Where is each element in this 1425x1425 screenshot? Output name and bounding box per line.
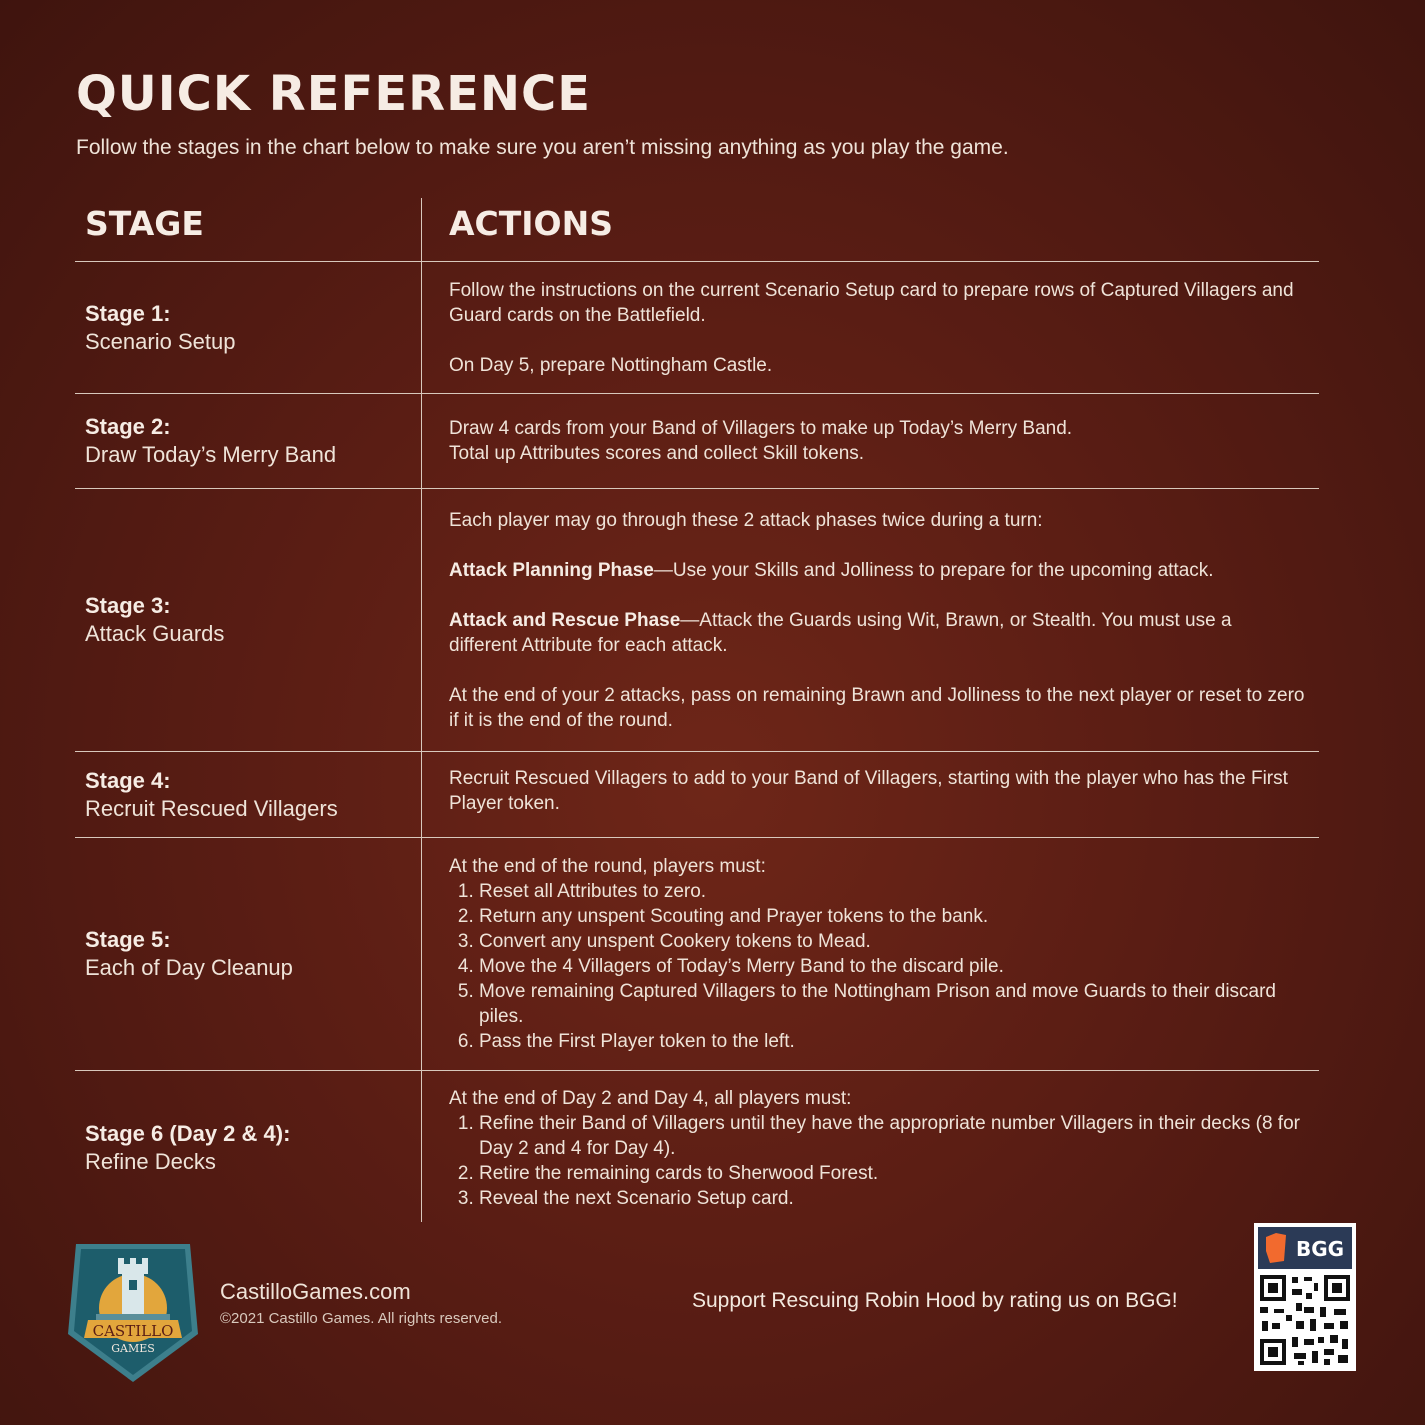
action-text: Total up Attributes scores and collect Skill tokens. xyxy=(449,443,865,464)
stage-label: Stage 6 (Day 2 & 4): xyxy=(85,1121,291,1146)
action-text: Follow the instructions on the current Scenario Setup card to prepare rows of Captured Villagers and Guard cards on the Battlefield. xyxy=(449,279,1294,326)
stage-cell xyxy=(85,262,415,393)
stage-name: Refine Decks xyxy=(85,1149,216,1174)
stage-label: Stage 1: xyxy=(85,300,171,326)
list-item: 1. Refine their Band of Villagers until they have the appropriate number Villagers in their decks (8 for Day 2 and 4 for Day 4). xyxy=(479,1111,1305,1161)
table-row-stage-6 xyxy=(75,1071,1319,1225)
attack-planning-text xyxy=(449,558,1305,583)
qr-code-icon[interactable] xyxy=(1254,1223,1356,1371)
stage-column-header: STAGE xyxy=(85,204,204,243)
stage-label: Stage 5: xyxy=(85,927,171,952)
stage-cell xyxy=(85,838,415,1070)
phase-text: —Use your Skills and Jolliness to prepare for the upcoming attack. xyxy=(653,559,1214,581)
table-row-stage-5 xyxy=(75,838,1319,1071)
stage-cell xyxy=(85,752,415,837)
stage-cell xyxy=(85,489,415,751)
list-item: 2. Return any unspent Scouting and Prayer tokens to the bank. xyxy=(479,904,1305,929)
list-item: 4. Move the 4 Villagers of Today’s Merry Band to the discard pile. xyxy=(479,954,1305,979)
page-title: QUICK REFERENCE xyxy=(76,66,592,122)
reference-table xyxy=(75,198,1319,1225)
website-link[interactable]: CastilloGames.com xyxy=(220,1279,411,1304)
table-row-stage-1 xyxy=(75,262,1319,394)
stage-name: Scenario Setup xyxy=(85,328,236,354)
support-text: Support Rescuing Robin Hood by rating us on BGG! xyxy=(692,1289,1178,1312)
stage-label: Stage 2: xyxy=(85,414,171,439)
action-cell xyxy=(449,489,1305,751)
action-intro: At the end of the round, players must: xyxy=(449,856,766,877)
action-text: At the end of your 2 attacks, pass on remaining Brawn and Jolliness to the next player or reset to zero if it is the end of the round. xyxy=(449,684,1305,731)
list-item: 1. Reset all Attributes to zero. xyxy=(479,879,1305,904)
attack-rescue-text xyxy=(449,608,1305,658)
action-text: Recruit Rescued Villagers to add to your Band of Villagers, starting with the player who has the First Player token. xyxy=(449,768,1288,814)
logo-text: GAMES xyxy=(111,1342,155,1355)
phase-text: —Attack the Guards using Wit, Brawn, or Stealth. You must use a different Attribute for each attack. xyxy=(449,609,1232,656)
castle-logo-icon[interactable] xyxy=(66,1242,200,1384)
stage-label: Stage 3: xyxy=(85,593,171,618)
list-item: 6. Pass the First Player token to the left. xyxy=(479,1029,1305,1054)
table-row-stage-3 xyxy=(75,489,1319,752)
action-cell xyxy=(449,394,1305,488)
bgg-label: BGG xyxy=(1295,1237,1345,1261)
refine-list xyxy=(449,1111,1305,1211)
action-text: On Day 5, prepare Nottingham Castle. xyxy=(449,354,773,376)
action-cell xyxy=(449,1071,1305,1225)
action-cell xyxy=(449,838,1305,1070)
copyright-text: ©2021 Castillo Games. All rights reserved. xyxy=(220,1310,503,1327)
list-item: 3. Reveal the next Scenario Setup card. xyxy=(479,1186,1305,1211)
logo-text: CASTILLO xyxy=(92,1322,174,1340)
cleanup-list xyxy=(449,879,1305,1054)
action-text: Draw 4 cards from your Band of Villagers to make up Today’s Merry Band. xyxy=(449,418,1073,439)
table-row-stage-2 xyxy=(75,394,1319,489)
action-cell xyxy=(449,752,1305,837)
list-item: 2. Retire the remaining cards to Sherwood Forest. xyxy=(479,1161,1305,1186)
page-subtitle: Follow the stages in the chart below to make sure you aren’t missing anything as you play the game. xyxy=(76,136,1009,159)
action-text: Each player may go through these 2 attack phases twice during a turn: xyxy=(449,509,1043,531)
stage-name: Draw Today’s Merry Band xyxy=(85,442,337,467)
phase-title: Attack Planning Phase xyxy=(449,559,654,581)
actions-column-header: ACTIONS xyxy=(449,204,613,243)
stage-label: Stage 4: xyxy=(85,767,171,793)
table-row-stage-4 xyxy=(75,752,1319,838)
list-item: 5. Move remaining Captured Villagers to the Nottingham Prison and move Guards to their discard piles. xyxy=(479,979,1305,1029)
action-cell xyxy=(449,262,1305,393)
list-item: 3. Convert any unspent Cookery tokens to Mead. xyxy=(479,929,1305,954)
stage-name: Recruit Rescued Villagers xyxy=(85,795,338,821)
action-intro: At the end of Day 2 and Day 4, all players must: xyxy=(449,1087,852,1109)
stage-name: Each of Day Cleanup xyxy=(85,955,293,980)
table-header xyxy=(75,198,1319,262)
phase-title: Attack and Rescue Phase xyxy=(449,609,681,631)
stage-name: Attack Guards xyxy=(85,621,225,646)
stage-cell xyxy=(85,394,415,488)
stage-cell xyxy=(85,1071,415,1225)
